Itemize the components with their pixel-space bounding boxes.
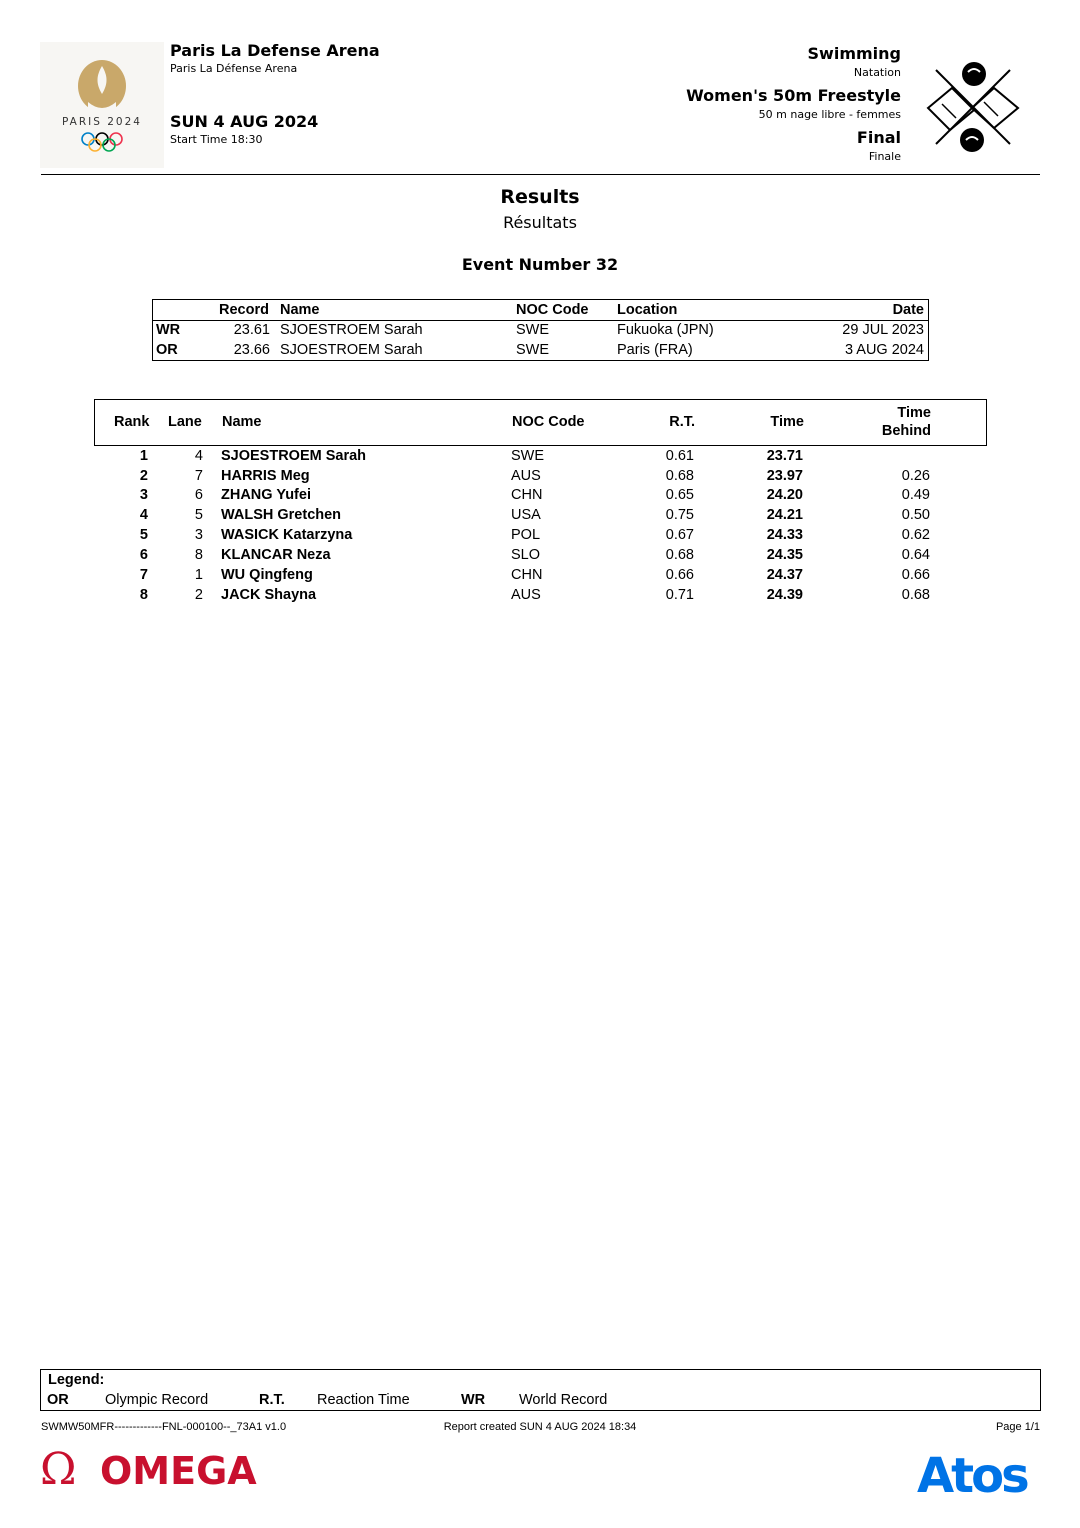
result-rt: 0.75: [665, 507, 694, 523]
results-table-header: [94, 399, 987, 446]
records-header-date: Date: [892, 302, 924, 318]
sport-name: Swimming: [807, 44, 901, 63]
event-name-fr: 50 m nage libre - femmes: [758, 108, 901, 121]
table-row: [94, 446, 985, 466]
event-name: Women's 50m Freestyle: [686, 86, 901, 105]
sport-name-fr: Natation: [853, 66, 901, 79]
legend-desc: Olympic Record: [105, 1392, 209, 1408]
result-rank: 7: [139, 567, 148, 583]
result-rt: 0.65: [665, 487, 694, 503]
result-time: 24.33: [766, 527, 803, 543]
result-time: 24.37: [766, 567, 803, 583]
legend-code: WR: [461, 1392, 486, 1408]
result-lane: 4: [194, 448, 203, 464]
result-time: 23.97: [766, 468, 803, 484]
result-time: 24.39: [766, 587, 803, 603]
result-name: SJOESTROEM Sarah: [221, 448, 367, 464]
logo-text: PARIS 2024: [62, 116, 142, 128]
result-behind: 0.50: [901, 507, 930, 523]
atos-wordmark: Atos: [917, 1448, 1027, 1502]
result-rt: 0.67: [665, 527, 694, 543]
result-behind: 0.62: [901, 527, 930, 543]
result-noc: AUS: [511, 468, 541, 484]
result-noc: CHN: [511, 487, 543, 503]
result-lane: 8: [194, 547, 203, 563]
result-lane: 5: [194, 507, 203, 523]
event-number: Event Number 32: [461, 255, 619, 274]
legend-box: [40, 1369, 1041, 1411]
record-date: 3 AUG 2024: [845, 342, 924, 358]
omega-wordmark: OMEGA: [100, 1449, 257, 1493]
result-time: 24.35: [766, 547, 803, 563]
record-time: 23.66: [233, 342, 270, 358]
record-row: [153, 340, 928, 360]
result-rt: 0.66: [665, 567, 694, 583]
table-row: [94, 545, 985, 565]
event-date: SUN 4 AUG 2024: [170, 112, 319, 131]
venue-name: Paris La Defense Arena: [170, 41, 380, 60]
record-date: 29 JUL 2023: [842, 322, 924, 338]
result-lane: 7: [194, 468, 203, 484]
result-lane: 2: [194, 587, 203, 603]
result-noc: POL: [511, 527, 541, 543]
result-rt: 0.68: [665, 547, 694, 563]
result-noc: AUS: [511, 587, 541, 603]
results-header-lane: Lane: [168, 414, 202, 430]
legend-code: R.T.: [259, 1392, 285, 1408]
result-name: HARRIS Meg: [221, 468, 310, 484]
record-location: Paris (FRA): [617, 342, 693, 358]
result-time: 24.20: [766, 487, 803, 503]
result-rt: 0.71: [665, 587, 694, 603]
table-row: [94, 485, 985, 505]
result-name: WALSH Gretchen: [221, 507, 342, 523]
page-title: Results: [500, 186, 580, 208]
table-row: [94, 466, 985, 486]
result-time: 23.71: [766, 448, 803, 464]
results-header-noc: NOC Code: [512, 414, 585, 430]
result-noc: SWE: [511, 448, 545, 464]
report-created: Report created SUN 4 AUG 2024 18:34: [443, 1421, 637, 1433]
records-header-name: Name: [280, 302, 320, 318]
record-name: SJOESTROEM Sarah: [280, 322, 423, 338]
records-header-record: Record: [219, 302, 269, 318]
result-behind: 0.64: [901, 547, 930, 563]
legend-title: Legend:: [48, 1372, 105, 1388]
result-rt: 0.61: [665, 448, 694, 464]
records-header-noc: NOC Code: [516, 302, 589, 318]
header-divider: [41, 174, 1040, 175]
records-header-location: Location: [617, 302, 678, 318]
results-header-time: Time: [770, 414, 804, 430]
record-type: WR: [156, 322, 181, 338]
record-location: Fukuoka (JPN): [617, 322, 714, 338]
paris-2024-logo: [40, 42, 164, 168]
results-header-time-behind-1: Time: [897, 405, 931, 421]
result-noc: CHN: [511, 567, 543, 583]
result-name: WU Qingfeng: [221, 567, 313, 583]
record-noc: SWE: [516, 342, 550, 358]
phase-name-fr: Finale: [868, 150, 901, 163]
start-time: Start Time 18:30: [170, 133, 263, 146]
record-row: [153, 320, 928, 340]
venue-name-fr: Paris La Défense Arena: [170, 62, 298, 75]
phase-name: Final: [856, 128, 901, 147]
result-lane: 6: [194, 487, 203, 503]
result-behind: 0.66: [901, 567, 930, 583]
omega-logo: [40, 1442, 275, 1494]
result-behind: 0.68: [901, 587, 930, 603]
page-subtitle: Résultats: [503, 213, 577, 232]
results-header-time-behind-2: Behind: [881, 423, 931, 439]
results-header-rt: R.T.: [669, 414, 695, 430]
records-table: [152, 299, 929, 361]
result-rank: 2: [139, 468, 148, 484]
result-time: 24.21: [766, 507, 803, 523]
result-name: WASICK Katarzyna: [221, 527, 353, 543]
legend-desc: Reaction Time: [317, 1392, 410, 1408]
legend-desc: World Record: [519, 1392, 608, 1408]
record-time: 23.61: [233, 322, 270, 338]
result-name: ZHANG Yufei: [221, 487, 311, 503]
results-header-rank: Rank: [114, 414, 150, 430]
result-rank: 4: [139, 507, 148, 523]
result-behind: 0.26: [901, 468, 930, 484]
report-code: SWMW50MFR-------------FNL-000100--_73A1 v1.0: [41, 1421, 287, 1433]
record-name: SJOESTROEM Sarah: [280, 342, 423, 358]
atos-logo: [915, 1446, 1039, 1502]
result-rank: 5: [139, 527, 148, 543]
result-name: JACK Shayna: [221, 587, 317, 603]
table-row: [94, 525, 985, 545]
result-lane: 1: [194, 567, 203, 583]
legend-code: OR: [47, 1392, 69, 1408]
result-name: KLANCAR Neza: [221, 547, 331, 563]
svg-text:Ω: Ω: [40, 1444, 77, 1494]
table-row: [94, 585, 985, 605]
result-noc: USA: [511, 507, 541, 523]
record-type: OR: [156, 342, 178, 358]
result-rank: 1: [139, 448, 148, 464]
result-rt: 0.68: [665, 468, 694, 484]
result-behind: 0.49: [901, 487, 930, 503]
result-noc: SLO: [511, 547, 541, 563]
result-rank: 8: [139, 587, 148, 603]
record-noc: SWE: [516, 322, 550, 338]
result-rank: 6: [139, 547, 148, 563]
swimming-pictogram-icon: [922, 60, 1022, 154]
table-row: [94, 505, 985, 525]
table-row: [94, 565, 985, 585]
result-rank: 3: [139, 487, 148, 503]
page-number: Page 1/1: [995, 1421, 1040, 1433]
results-header-name: Name: [222, 414, 262, 430]
result-lane: 3: [194, 527, 203, 543]
